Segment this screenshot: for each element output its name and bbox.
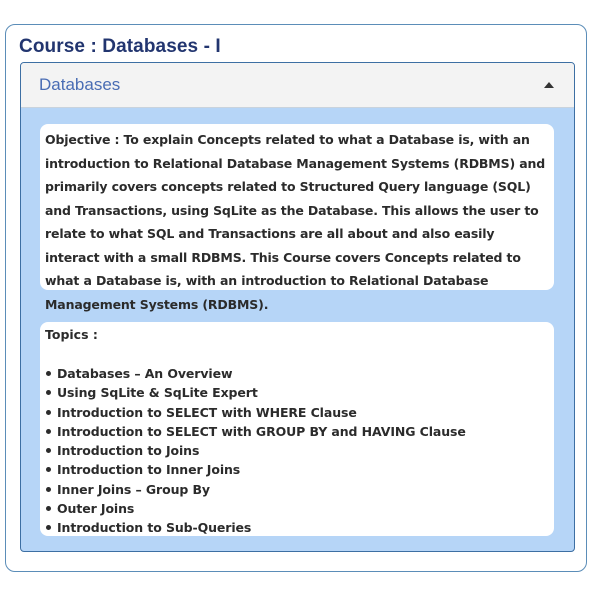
topics-panel <box>40 322 554 536</box>
bullet-icon <box>46 429 51 434</box>
bullet-icon <box>46 487 51 492</box>
accordion-title: Databases <box>39 75 121 94</box>
topic-item <box>45 403 550 422</box>
topic-label: Inner Joins – Group By <box>57 481 210 497</box>
bullet-icon <box>46 371 51 376</box>
objective-panel <box>40 124 554 312</box>
topics-list <box>45 364 550 538</box>
topic-label: Databases – An Overview <box>57 366 233 381</box>
course-card <box>5 24 587 572</box>
topic-label: Introduction to SELECT with GROUP BY and HAVING Clause <box>57 423 466 439</box>
bullet-icon <box>46 525 51 530</box>
topics-heading: Topics : <box>45 327 98 342</box>
databases-accordion <box>20 62 575 552</box>
topic-label: Outer Joins <box>57 501 135 517</box>
topic-item <box>45 441 550 460</box>
topic-item <box>45 499 550 518</box>
topic-label: Introduction to Sub-Queries <box>57 520 252 536</box>
topic-label: Introduction to Joins <box>57 443 200 459</box>
bullet-icon <box>46 448 51 453</box>
bullet-icon <box>46 390 51 395</box>
topic-label: Introduction to SELECT with WHERE Clause <box>57 404 357 420</box>
topic-item <box>45 422 550 441</box>
topic-item <box>45 480 550 499</box>
topic-item <box>45 383 550 402</box>
topic-item <box>45 518 550 537</box>
course-title: Course : Databases - I <box>19 36 221 57</box>
topic-label: Introduction to Inner Joins <box>57 462 241 478</box>
objective-text: Objective : To explain Concepts related to what a Database is, with an introduction to Relational Database Management Systems (RDBMS) and primarily covers concepts related to Structured Query language (SQL) and Transactions, using SqLite as the Database. This allows the user to relate to what SQL and Transactions are all about and also easily interact with a small RDBMS. This Course covers Concepts related to what a Database is, with an introduction to Relational Database Management Systems (RDBMS). <box>45 132 546 312</box>
caret-up-icon[interactable] <box>544 82 554 88</box>
accordion-header[interactable] <box>21 63 574 108</box>
topic-item <box>45 364 550 383</box>
topic-label: Using SqLite & SqLite Expert <box>57 385 258 401</box>
bullet-icon <box>46 506 51 511</box>
bullet-icon <box>46 467 51 472</box>
bullet-icon <box>46 410 51 415</box>
topic-item <box>45 460 550 479</box>
